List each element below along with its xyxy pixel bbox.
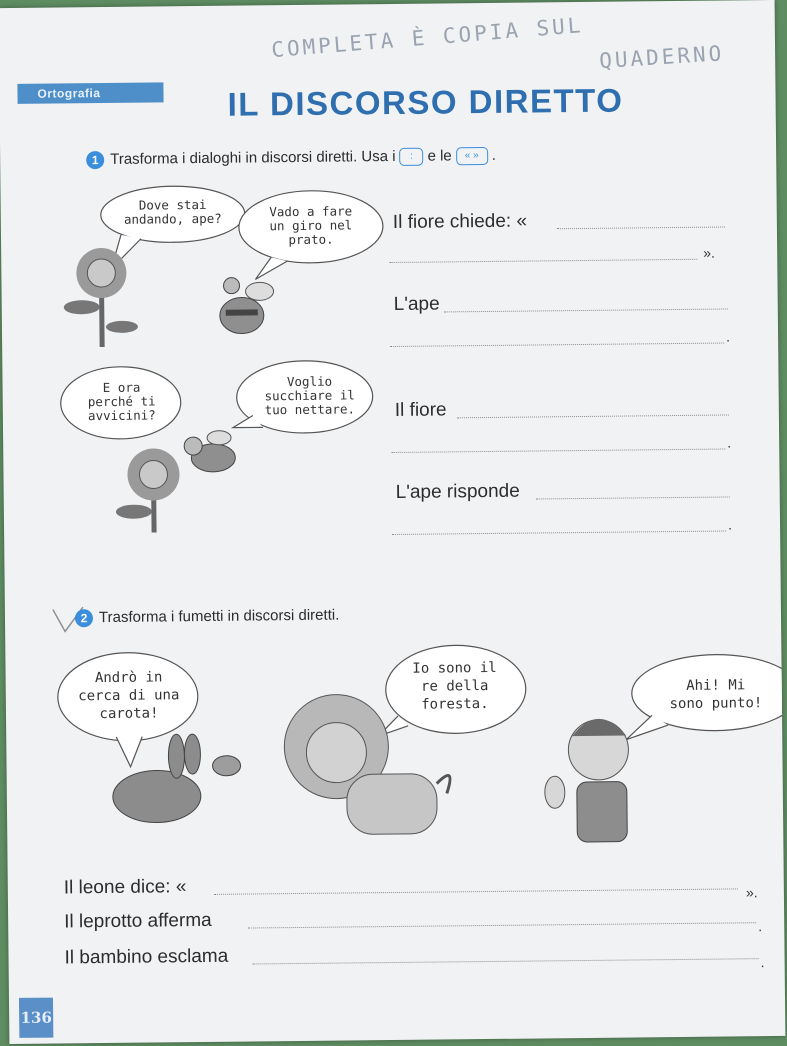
bee-icon (219, 277, 274, 334)
period-4: . (727, 516, 733, 533)
exercise2-instruction: 2 Trasforma i fumetti in discorsi diretti. (75, 607, 340, 628)
answer-line-1b[interactable] (389, 259, 697, 263)
flower-icon (63, 248, 138, 348)
bubble-text-lion: Io sono il re della foresta. (412, 659, 497, 713)
exercise1-instruction: 1 Trasforma i dialoghi in discorsi diretti. Usa i : e le « » . (86, 147, 496, 169)
prompt-ape-risponde: L'ape risponde (395, 480, 520, 503)
period-7: . (760, 954, 765, 971)
section-tab: Ortografia (17, 82, 163, 104)
prompt-leone-dice: Il leone dice: « (63, 876, 187, 899)
bubble-text-bee2: Voglio succhiare il tuo nettare. (264, 373, 356, 418)
period-6: . (758, 918, 763, 935)
prompt-leprotto-afferma: Il leprotto afferma (64, 909, 212, 933)
answer-line-1a[interactable] (557, 226, 725, 229)
answer-line-3a[interactable] (457, 414, 729, 418)
period-2: . (725, 328, 731, 345)
bubble-text-flower2: E ora perché ti avvicini? (87, 379, 156, 424)
exercise2-number: 2 (75, 609, 93, 627)
page-title: IL DISCORSO DIRETTO (227, 81, 624, 123)
answer-line-2a[interactable] (444, 308, 728, 312)
handwritten-note-line2: QUADERNO (598, 41, 725, 74)
period-3: . (727, 434, 732, 451)
bubble-text-boy: Ahi! Mi sono punto! (669, 677, 763, 713)
exercise1-number: 1 (86, 151, 104, 169)
answer-line-4b[interactable] (392, 531, 726, 535)
prompt-ape: L'ape (393, 293, 440, 315)
answer-line-5[interactable] (214, 888, 738, 894)
flower-icon-2 (115, 448, 180, 533)
handwritten-note-line1: COMPLETA È COPIA SUL (270, 13, 585, 63)
prompt-bambino-esclama: Il bambino esclama (64, 945, 229, 969)
answer-line-7[interactable] (253, 958, 759, 964)
prompt-fiore-chiede: Il fiore chiede: « (392, 210, 528, 233)
bubble-text-rabbit: Andrò in cerca di una carota! (78, 669, 180, 723)
answer-line-6[interactable] (248, 922, 756, 928)
bee-icon-2 (184, 431, 235, 473)
closing-quote-5: ». (745, 884, 758, 901)
colon-mark: : (399, 148, 423, 166)
bubble-text-flower1: Dove stai andando, ape? (123, 196, 222, 227)
boy-icon (544, 719, 629, 843)
closing-quote-1: ». (703, 244, 715, 261)
answer-line-4a[interactable] (536, 496, 730, 499)
bubble-text-bee1: Vado a fare un giro nel prato. (269, 203, 353, 248)
prompt-fiore: Il fiore (394, 399, 447, 421)
quotes-mark: « » (456, 147, 488, 165)
answer-line-3b[interactable] (391, 449, 725, 453)
page-number: 136 (19, 998, 53, 1038)
answer-line-2b[interactable] (390, 343, 724, 347)
